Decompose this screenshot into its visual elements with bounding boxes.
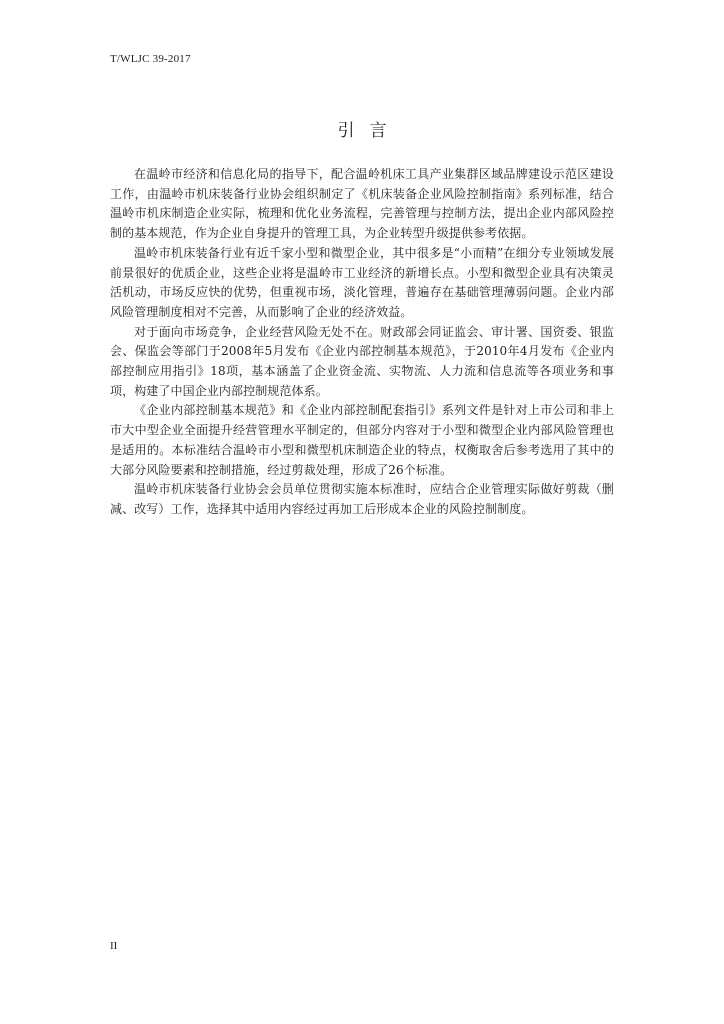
paragraph-2: 温岭市机床装备行业有近千家小型和微型企业，其中很多是“小而精”在细分专业领域发展前景很好的优质企业，这些企业将是温岭市工业经济的新增长点。小型和微型企业具有决策灵活机动，市场反应快的优势，但重视市场，淡化管理，普遍存在基础管理薄弱问题。企业内部风险管理制度相对不完善，从而影响了企业的经济效益。 [110,245,614,319]
paragraph-5: 温岭市机床装备行业协会会员单位贯彻实施本标准时，应结合企业管理实际做好剪裁（删减、改写）工作，选择其中适用内容经过再加工后形成本企业的风险控制制度。 [110,482,614,516]
introduction-body [110,165,614,520]
paragraph-4: 《企业内部控制基本规范》和《企业内部控制配套指引》系列文件是针对上市公司和非上市大中型企业全面提升经营管理水平制定的，但部分内容对于小型和微型企业内部风险管理也是适用的。本标准结合温岭市小型和微型机床制造企业的特点，权衡取舍后参考选用了其中的大部分风险要素和控制措施，经过剪裁处理，形成了26个标准。 [110,403,614,477]
paragraph-3: 对于面向市场竞争，企业经营风险无处不在。财政部会同证监会、审计署、国资委、银监会、保监会等部门于2008年5月发布《企业内部控制基本规范》，于2010年4月发布《企业内部控制应用指引》18项，基本涵盖了企业资金流、实物流、人力流和信息流等各项业务和事项，构建了中国企业内部控制规范体系。 [110,324,614,398]
paragraph-1: 在温岭市经济和信息化局的指导下，配合温岭机床工具产业集群区域品牌建设示范区建设工作，由温岭市机床装备行业协会组织制定了《机床装备企业风险控制指南》系列标准，结合温岭市机床制造企业实际，梳理和优化业务流程，完善管理与控制方法，提出企业内部风险控制的基本规范，作为企业自身提升的管理工具，为企业转型升级提供参考依据。 [110,167,614,241]
section-title: 引言 [337,121,402,141]
document-code: T/WLJC 39-2017 [110,53,191,65]
page-number: II [110,940,118,952]
